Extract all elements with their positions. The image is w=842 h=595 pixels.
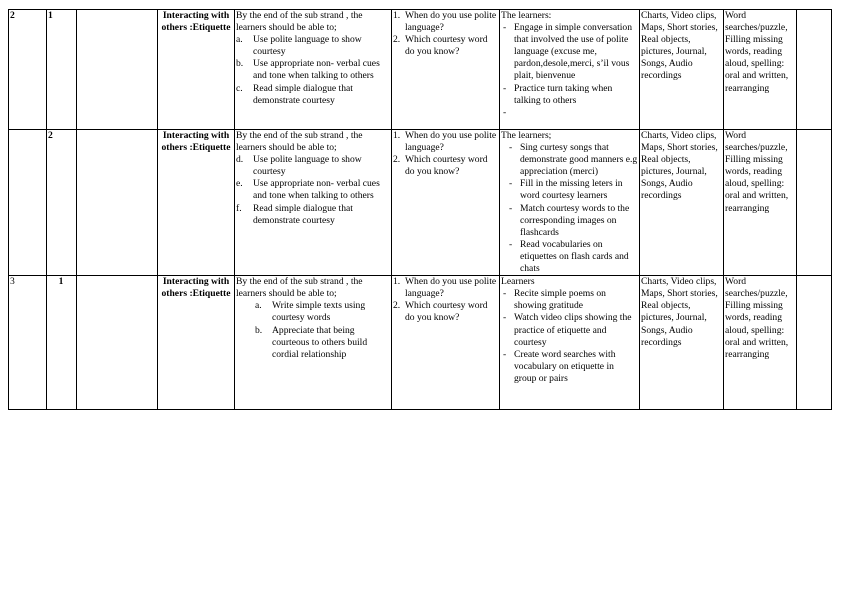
outcome-item: a. Write simple texts using courtesy words xyxy=(255,300,366,324)
outcome-item: b. Appreciate that being courteous to others build cordial relationship xyxy=(255,324,368,360)
question-item: 1. When do you use polite language? xyxy=(393,276,497,300)
experience-item: - Watch video clips showing the practice of etiquette and courtesy xyxy=(503,312,632,348)
outcome-item: a. Use polite language to show courtesy xyxy=(236,34,362,58)
assessment-cell: Word searches/puzzle, Filling missing words, reading aloud, spelling: oral and written, rearranging xyxy=(724,130,797,276)
assessment-cell: Word searches/puzzle, Filling missing words, reading aloud, spelling: oral and written, rearranging xyxy=(724,276,797,410)
week-cell: 3 xyxy=(9,276,47,410)
key-inquiry-questions-cell xyxy=(392,130,500,276)
remarks-cell xyxy=(797,276,832,410)
experience-item: - Fill in the missing leters in word courtesy learners xyxy=(509,178,623,202)
lesson-cell: 1 xyxy=(47,10,77,130)
remarks-cell xyxy=(797,130,832,276)
strand-cell xyxy=(77,276,158,410)
table-row xyxy=(9,130,832,276)
question-item: 2. Which courtesy word do you know? xyxy=(393,154,488,178)
outcome-item: f. Read simple dialogue that demonstrate courtesy xyxy=(236,202,353,226)
experience-item: - Create word searches with vocabulary on etiquette in group or pairs xyxy=(503,348,616,384)
learning-outcomes-cell xyxy=(235,10,392,130)
key-inquiry-questions-cell xyxy=(392,10,500,130)
outcome-item: e. Use appropriate non- verbal cues and tone when talking to others xyxy=(236,178,380,202)
learning-experiences-cell xyxy=(500,276,640,410)
question-item: 1. When do you use polite language? xyxy=(393,10,497,34)
outcome-item: d. Use polite language to show courtesy xyxy=(236,154,362,178)
outcomes-intro: By the end of the sub strand , the learners should be able to; xyxy=(236,130,363,154)
table-row xyxy=(9,10,832,130)
learning-experiences-cell xyxy=(500,130,640,276)
sub-strand-cell: Interacting with others :Etiquette xyxy=(158,130,235,276)
week-cell xyxy=(9,130,47,276)
sub-strand-cell: Interacting with others :Etiquette xyxy=(158,276,235,410)
outcomes-intro: By the end of the sub strand , the learners should be able to; xyxy=(236,10,363,34)
strand-cell xyxy=(77,130,158,276)
experience-item: - Recite simple poems on showing gratitude xyxy=(503,288,606,312)
strand-cell xyxy=(77,10,158,130)
lesson-cell: 1 xyxy=(47,276,77,410)
learning-experiences-cell: The learners: - Engage in simple conversation that involved the use of polite language (excuse me, pardon,desole,merci, s’il vous plait, bienvenue - Practice turn taking when talking to others - xyxy=(500,10,640,130)
remarks-cell xyxy=(797,10,832,130)
experience-item: - Engage in simple conversation that involved the use of polite language (excuse me, pardon,desole,merci, s’il vous plait, bienvenue xyxy=(503,22,633,82)
scheme-of-work-table xyxy=(8,9,832,410)
outcome-item: b. Use appropriate non- verbal cues and tone when talking to others xyxy=(236,58,380,82)
outcomes-intro: By the end of the sub strand , the learners should be able to; xyxy=(236,276,363,300)
learning-outcomes-cell xyxy=(235,130,392,276)
question-item: 1. When do you use polite language? xyxy=(393,130,497,154)
resources-cell: Charts, Video clips, Maps, Short stories, Real objects, pictures, Journal, Songs, Audio recordings xyxy=(640,10,724,130)
assessment-cell: Word searches/puzzle, Filling missing words, reading aloud, spelling: oral and written, rearranging xyxy=(724,10,797,130)
experiences-intro: Learners xyxy=(501,276,535,288)
week-cell: 2 xyxy=(9,10,47,130)
question-item: 2. Which courtesy word do you know? xyxy=(393,34,488,58)
outcome-item: c. Read simple dialogue that demonstrate courtesy xyxy=(236,82,353,106)
experiences-intro: The learners; xyxy=(501,130,552,141)
resources-cell: Charts, Video clips, Maps, Short stories, Real objects, pictures, Journal, Songs, Audio recordings xyxy=(640,130,724,276)
experience-item: - Read vocabularies on etiquettes on flash cards and chats xyxy=(509,238,629,275)
experience-item: - Match courtesy words to the corresponding images on flashcards xyxy=(509,202,630,238)
experience-item: - Sing curtesy songs that demonstrate good manners e.g appreciation (merci) xyxy=(509,142,638,178)
sub-strand-cell: Interacting with others :Etiquette xyxy=(158,10,235,130)
lesson-cell: 2 xyxy=(47,130,77,276)
experiences-intro: The learners: xyxy=(501,10,552,21)
experience-item: - Practice turn taking when talking to others xyxy=(503,82,613,106)
question-item: 2. Which courtesy word do you know? xyxy=(393,300,488,324)
learning-outcomes-cell xyxy=(235,276,392,410)
resources-cell: Charts, Video clips, Maps, Short stories, Real objects, pictures, Journal, Songs, Audio recordings xyxy=(640,276,724,410)
table-row xyxy=(9,276,832,410)
key-inquiry-questions-cell xyxy=(392,276,500,410)
